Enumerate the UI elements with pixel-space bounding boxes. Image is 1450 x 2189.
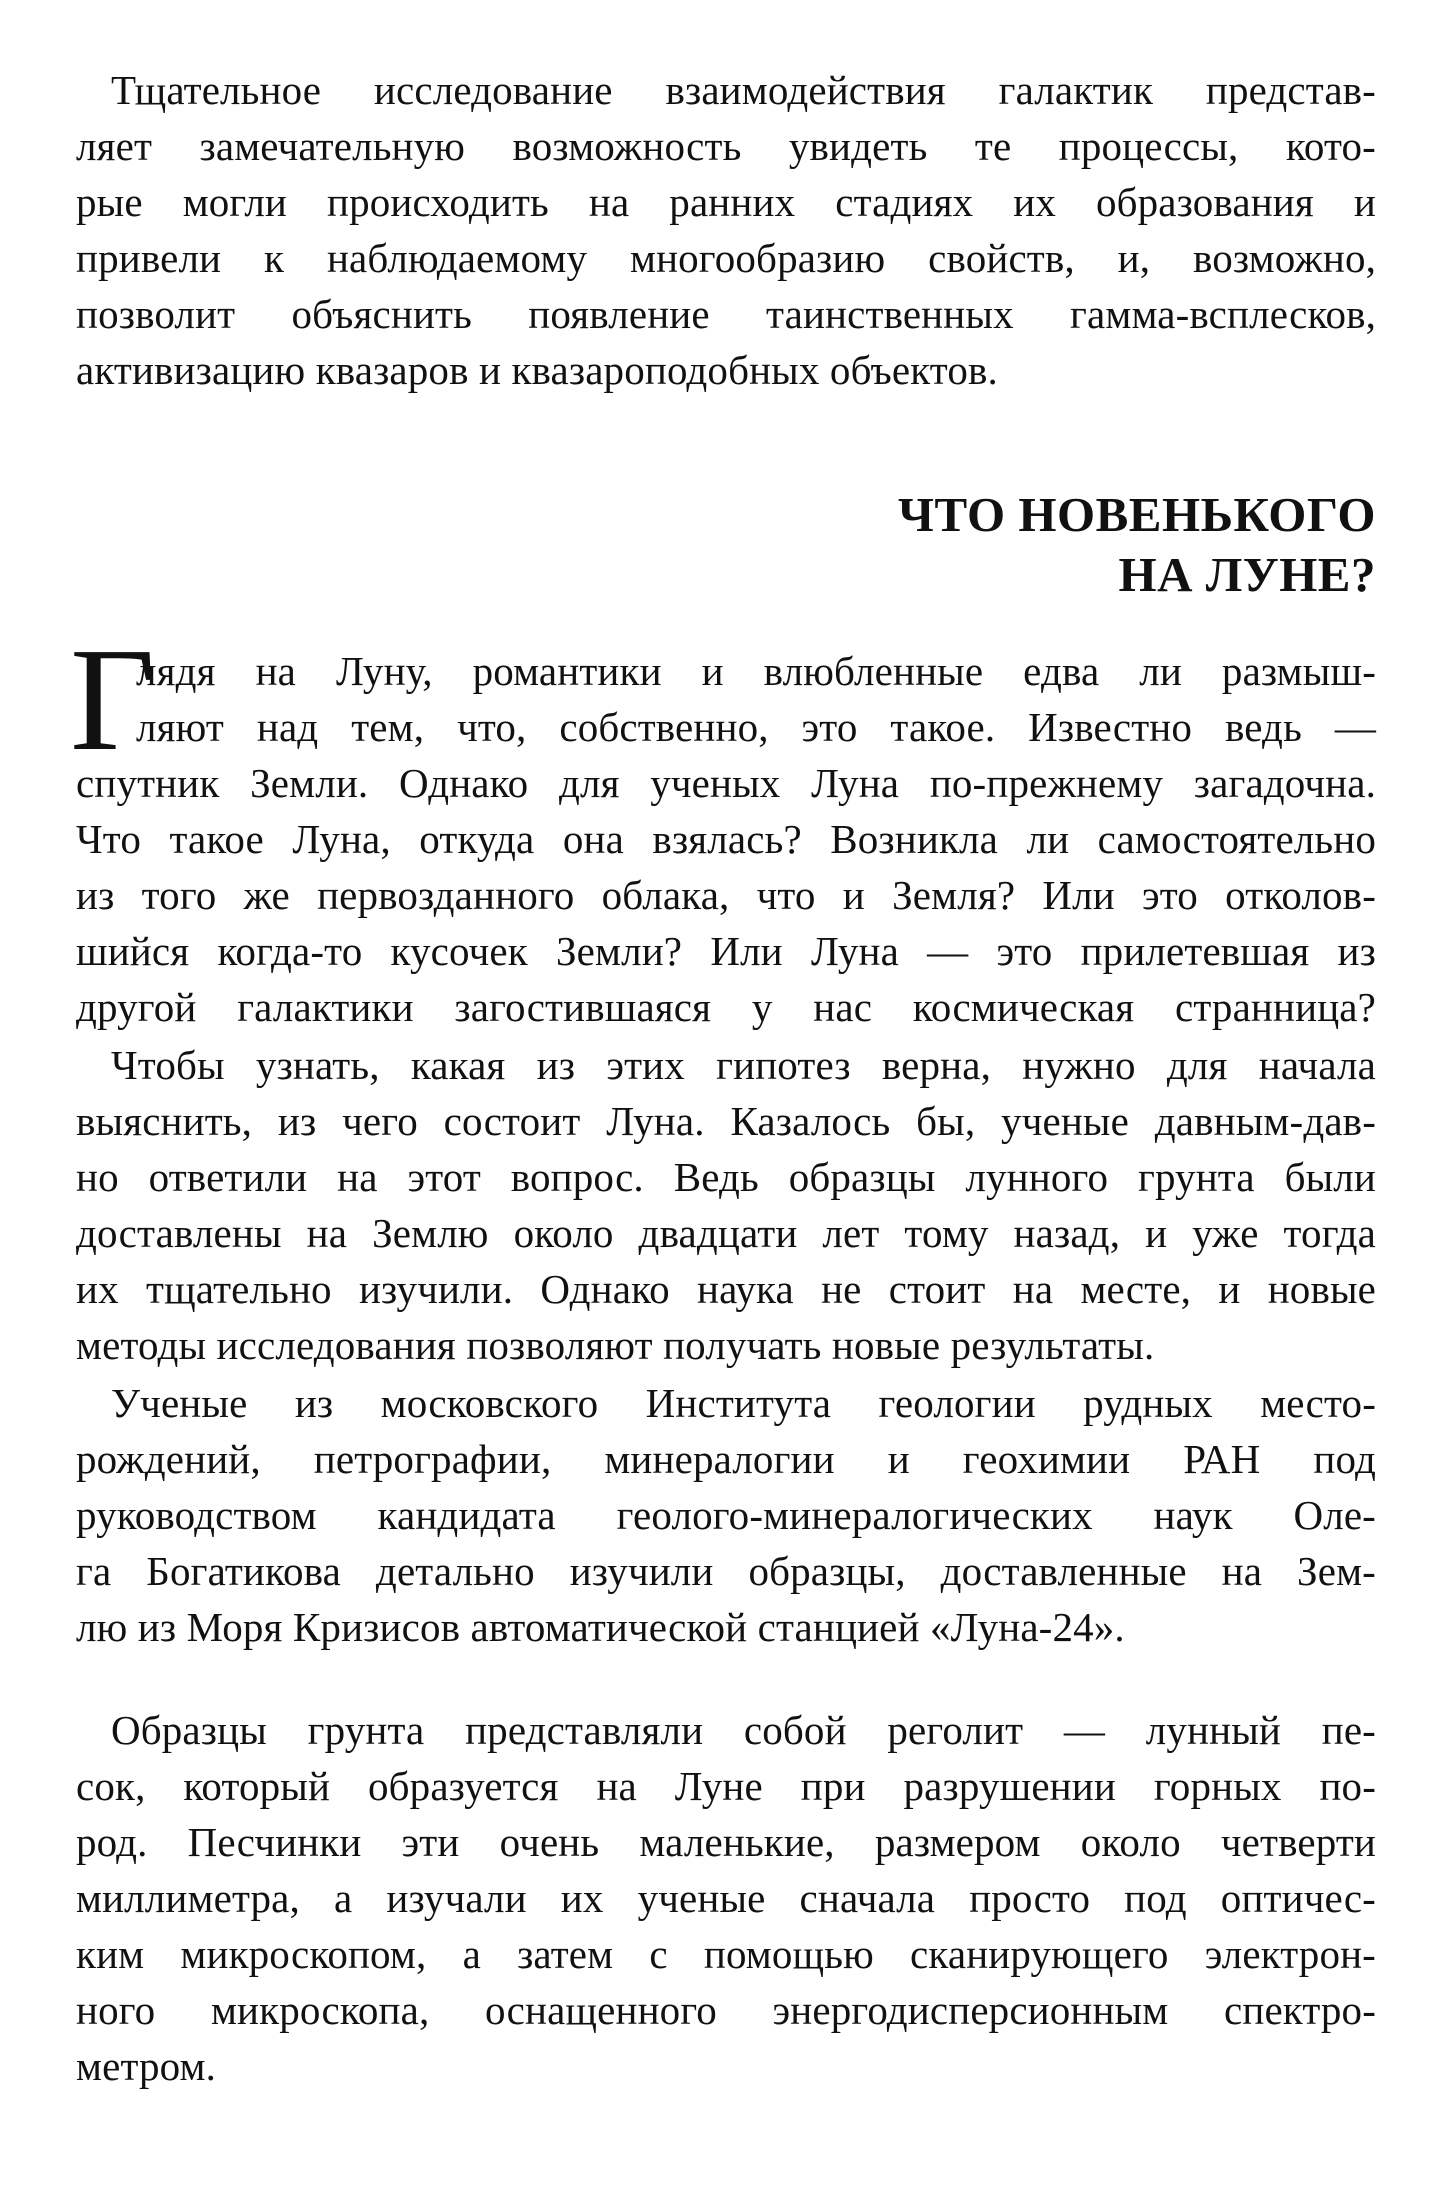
text-line: Чтобы узнать, какая из этих гипотез верна, нужно для начала (111, 1042, 1376, 1088)
text-line: позволит объяснить появление таинственных гамма-всплесков, (76, 291, 1376, 337)
text-line: ляют над тем, что, собственно, это такое. Известно ведь — (136, 704, 1376, 750)
text-line: лядя на Луну, романтики и влюбленные едва ли размыш- (136, 648, 1376, 694)
text-line: руководством кандидата геолого-минералогических наук Оле- (76, 1492, 1376, 1538)
text-line: методы исследования позволяют получать новые результаты. (76, 1322, 1155, 1368)
text-line: другой галактики загостившаяся у нас космическая странница? (76, 984, 1376, 1030)
drop-cap-letter: Г (70, 618, 156, 782)
text-line: но ответили на этот вопрос. Ведь образцы лунного грунта были (76, 1154, 1376, 1200)
section-heading-line-2: НА ЛУНЕ? (1118, 547, 1376, 602)
text-line: род. Песчинки эти очень маленькие, размером около четверти (76, 1819, 1376, 1865)
text-line: привели к наблюдаемому многообразию свойств, и, возможно, (76, 235, 1376, 281)
text-line: ким микроскопом, а затем с помощью сканирующего электрон- (76, 1931, 1376, 1977)
text-line: Тщательное исследование взаимодействия галактик представ- (111, 67, 1376, 113)
section-heading-line-1: ЧТО НОВЕНЬКОГО (898, 487, 1376, 542)
text-line: рождений, петрографии, минералогии и геохимии РАН под (76, 1436, 1376, 1482)
text-line: спутник Земли. Однако для ученых Луна по-прежнему загадочна. (76, 760, 1376, 806)
text-line: выяснить, из чего состоит Луна. Казалось бы, ученые давным-дав- (76, 1098, 1376, 1144)
text-line: метром. (76, 2043, 217, 2089)
text-line: Что такое Луна, откуда она взялась? Возникла ли самостоятельно (76, 816, 1376, 862)
text-line: ного микроскопа, оснащенного энергодисперсионным спектро- (76, 1987, 1376, 2033)
text-line: активизацию квазаров и квазароподобных объектов. (76, 347, 998, 393)
text-line: лю из Моря Кризисов автоматической станцией «Луна-24». (76, 1604, 1125, 1650)
text-line: га Богатикова детально изучили образцы, доставленные на Зем- (76, 1548, 1376, 1594)
text-line: доставлены на Землю около двадцати лет тому назад, и уже тогда (76, 1210, 1376, 1256)
text-line: миллиметра, а изучали их ученые сначала просто под оптичес- (76, 1875, 1376, 1921)
text-line: из того же первозданного облака, что и Земля? Или это отколов- (76, 872, 1376, 918)
text-line: рые могли происходить на ранних стадиях их образования и (76, 179, 1376, 225)
text-line: Образцы грунта представляли собой реголит — лунный пе- (111, 1707, 1376, 1753)
text-line: ляет замечательную возможность увидеть те процессы, кото- (76, 123, 1376, 169)
text-line: Ученые из московского Института геологии рудных место- (111, 1380, 1376, 1426)
text-line: сок, который образуется на Луне при разрушении горных по- (76, 1763, 1376, 1809)
text-line: шийся когда-то кусочек Земли? Или Луна — это прилетевшая из (76, 928, 1376, 974)
text-line: их тщательно изучили. Однако наука не стоит на месте, и новые (76, 1266, 1376, 1312)
